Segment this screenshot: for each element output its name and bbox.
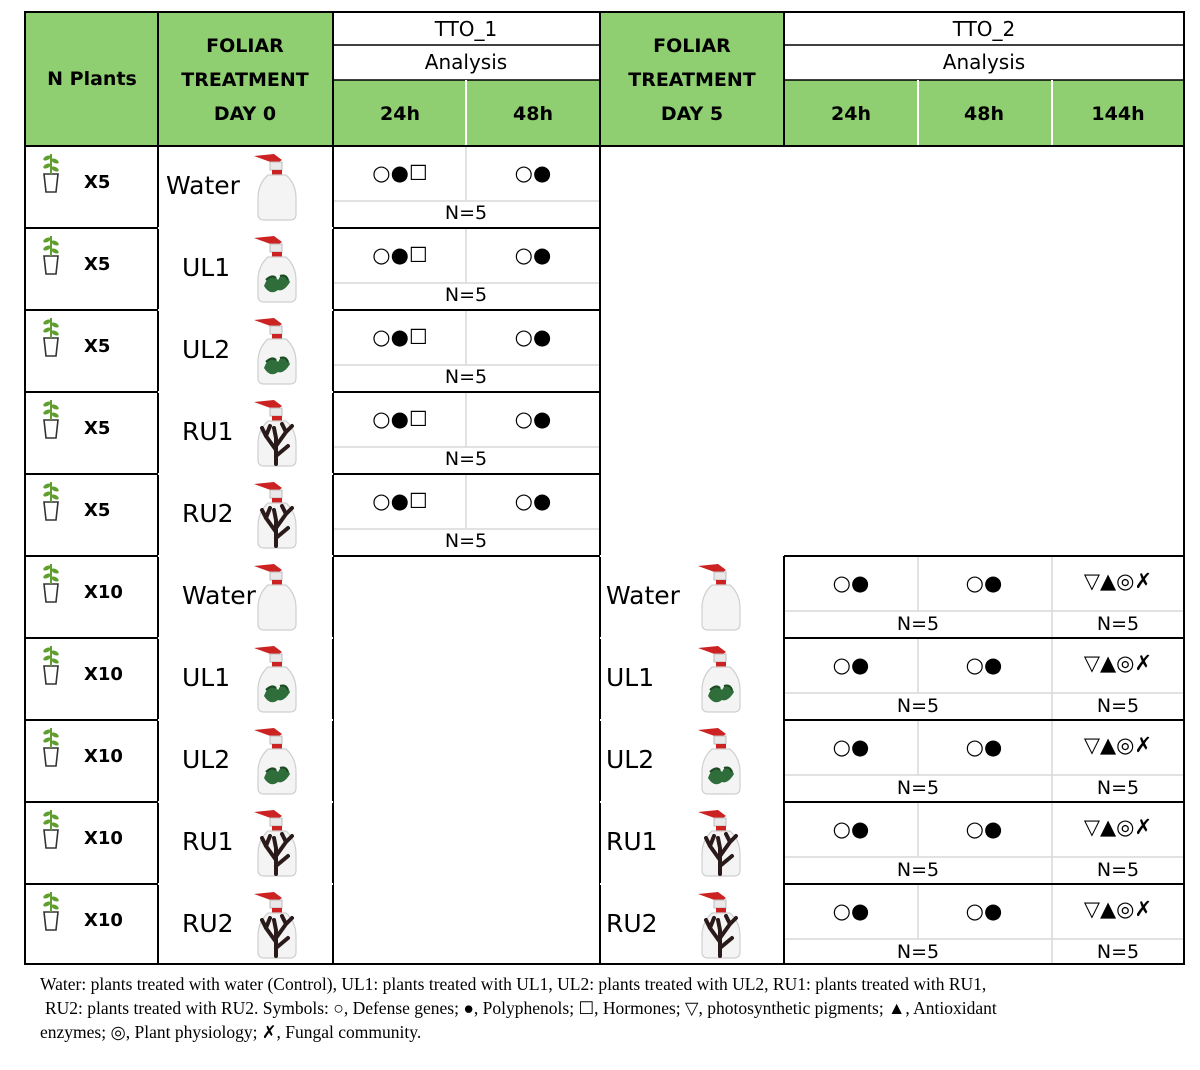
header-n-plants: N Plants bbox=[47, 68, 137, 90]
caption-line-3: enzymes; ◎, Plant physiology; ✗, Fungal community. bbox=[40, 1022, 422, 1042]
plant-count-1: X5 bbox=[84, 172, 111, 193]
treatment-label-day0-2: UL1 bbox=[182, 253, 231, 282]
spray-bottle-with-green-algae-icon bbox=[254, 236, 296, 302]
treatment-label-day0-7: UL1 bbox=[182, 663, 231, 692]
header-foliar-day0-line1: FOLIAR bbox=[206, 35, 284, 57]
treatment-label-day5-7: UL1 bbox=[606, 663, 655, 692]
tto2-sample-size-144h-9: N=5 bbox=[1096, 859, 1140, 881]
tto2-24h-symbols-7: ○● bbox=[832, 653, 870, 677]
spray-bottle-with-brown-algae-icon bbox=[698, 892, 740, 958]
potted-seedling-icon bbox=[43, 400, 60, 438]
treatment-label-day0-6: Water bbox=[182, 581, 256, 610]
tto2-sample-size-24-48h-8: N=5 bbox=[896, 777, 940, 799]
tto1-sample-size-1: N=5 bbox=[444, 202, 488, 224]
spray-bottle-with-brown-algae-icon bbox=[254, 400, 296, 466]
tto2-sample-size-144h-6: N=5 bbox=[1096, 613, 1140, 635]
tto1-24h-symbols-4: ○●☐ bbox=[372, 407, 428, 431]
potted-seedling-icon bbox=[43, 482, 60, 520]
tto1-sample-size-4: N=5 bbox=[444, 448, 488, 470]
tto2-48h-symbols-8: ○● bbox=[965, 735, 1003, 759]
tto2-sample-size-144h-8: N=5 bbox=[1096, 777, 1140, 799]
spray-bottle-with-green-algae-icon bbox=[254, 646, 296, 712]
tto2-144h-symbols-7: ▽▲◎✗ bbox=[1083, 651, 1153, 675]
tto2-144h-symbols-6: ▽▲◎✗ bbox=[1083, 569, 1153, 593]
plant-count-6: X10 bbox=[84, 582, 123, 603]
treatment-label-day0-5: RU2 bbox=[182, 499, 234, 528]
tto2-sample-size-24-48h-6: N=5 bbox=[896, 613, 940, 635]
tto2-sample-size-24-48h-9: N=5 bbox=[896, 859, 940, 881]
spray-bottle-icon bbox=[254, 564, 296, 630]
header-foliar-day0-line2: TREATMENT bbox=[181, 69, 309, 91]
header-foliar-day5-line2: TREATMENT bbox=[628, 69, 756, 91]
tto1-48h-symbols-5: ○● bbox=[514, 489, 552, 513]
tto2-144h-symbols-8: ▽▲◎✗ bbox=[1083, 733, 1153, 757]
header-tto2-48h: 48h bbox=[964, 103, 1004, 125]
treatment-label-day5-9: RU1 bbox=[606, 827, 658, 856]
potted-seedling-icon bbox=[43, 810, 60, 848]
tto1-48h-symbols-3: ○● bbox=[514, 325, 552, 349]
tto2-48h-symbols-7: ○● bbox=[965, 653, 1003, 677]
spray-bottle-with-green-algae-icon bbox=[698, 646, 740, 712]
header-tto1-24h: 24h bbox=[380, 103, 420, 125]
potted-seedling-icon bbox=[43, 564, 60, 602]
tto2-sample-size-24-48h-7: N=5 bbox=[896, 695, 940, 717]
spray-bottle-with-green-algae-icon bbox=[254, 728, 296, 794]
tto2-24h-symbols-9: ○● bbox=[832, 817, 870, 841]
potted-seedling-icon bbox=[43, 892, 60, 930]
tto1-48h-symbols-1: ○● bbox=[514, 161, 552, 185]
tto2-144h-symbols-9: ▽▲◎✗ bbox=[1083, 815, 1153, 839]
spray-bottle-icon bbox=[698, 564, 740, 630]
treatment-label-day5-8: UL2 bbox=[606, 745, 655, 774]
potted-seedling-icon bbox=[43, 646, 60, 684]
plant-count-5: X5 bbox=[84, 500, 111, 521]
tto1-24h-symbols-2: ○●☐ bbox=[372, 243, 428, 267]
plant-count-9: X10 bbox=[84, 828, 123, 849]
tto1-24h-symbols-5: ○●☐ bbox=[372, 489, 428, 513]
tto2-24h-symbols-6: ○● bbox=[832, 571, 870, 595]
spray-bottle-with-brown-algae-icon bbox=[698, 810, 740, 876]
treatment-label-day5-10: RU2 bbox=[606, 909, 658, 938]
treatment-label-day0-10: RU2 bbox=[182, 909, 234, 938]
header-foliar-day0-line3: DAY 0 bbox=[213, 103, 277, 125]
spray-bottle-with-green-algae-icon bbox=[254, 318, 296, 384]
tto1-sample-size-5: N=5 bbox=[444, 530, 488, 552]
header-tto1-48h: 48h bbox=[513, 103, 553, 125]
spray-bottle-with-brown-algae-icon bbox=[254, 892, 296, 958]
potted-seedling-icon bbox=[43, 728, 60, 766]
potted-seedling-icon bbox=[43, 318, 60, 356]
tto1-48h-symbols-4: ○● bbox=[514, 407, 552, 431]
treatment-label-day5-6: Water bbox=[606, 581, 680, 610]
tto2-sample-size-144h-10: N=5 bbox=[1096, 941, 1140, 963]
tto2-24h-symbols-10: ○● bbox=[832, 899, 870, 923]
potted-seedling-icon bbox=[43, 154, 60, 192]
tto1-24h-symbols-1: ○●☐ bbox=[372, 161, 428, 185]
tto2-sample-size-144h-7: N=5 bbox=[1096, 695, 1140, 717]
spray-bottle-with-green-algae-icon bbox=[698, 728, 740, 794]
tto2-144h-symbols-10: ▽▲◎✗ bbox=[1083, 897, 1153, 921]
plant-count-10: X10 bbox=[84, 910, 123, 931]
header-tto2-144h: 144h bbox=[1091, 103, 1145, 125]
plant-count-7: X10 bbox=[84, 664, 123, 685]
treatment-label-day0-8: UL2 bbox=[182, 745, 231, 774]
tto2-24h-symbols-8: ○● bbox=[832, 735, 870, 759]
plant-count-3: X5 bbox=[84, 336, 111, 357]
tto1-sample-size-3: N=5 bbox=[444, 366, 488, 388]
tto2-48h-symbols-6: ○● bbox=[965, 571, 1003, 595]
plant-count-2: X5 bbox=[84, 254, 111, 275]
tto2-48h-symbols-9: ○● bbox=[965, 817, 1003, 841]
plant-count-8: X10 bbox=[84, 746, 123, 767]
caption-line-1: Water: plants treated with water (Control), UL1: plants treated with UL1, UL2: plants treated with UL2, RU1: plants treated with RU1, bbox=[40, 974, 987, 994]
tto2-sample-size-24-48h-10: N=5 bbox=[896, 941, 940, 963]
table-border bbox=[25, 12, 1184, 964]
tto2-48h-symbols-10: ○● bbox=[965, 899, 1003, 923]
tto1-48h-symbols-2: ○● bbox=[514, 243, 552, 267]
potted-seedling-icon bbox=[43, 236, 60, 274]
spray-bottle-with-brown-algae-icon bbox=[254, 482, 296, 548]
treatment-label-day0-9: RU1 bbox=[182, 827, 234, 856]
treatment-label-day0-4: RU1 bbox=[182, 417, 234, 446]
header-tto2-24h: 24h bbox=[831, 103, 871, 125]
treatment-label-day0-3: UL2 bbox=[182, 335, 231, 364]
header-foliar-day5-line3: DAY 5 bbox=[660, 103, 724, 125]
header-tto1: TTO_1 bbox=[434, 17, 498, 41]
caption-line-2: RU2: plants treated with RU2. Symbols: ○, Defense genes; ●, Polyphenols; ☐, Hormones; ▽, photosynthetic pigments; ▲, Antioxidant bbox=[45, 998, 997, 1018]
figure-caption bbox=[40, 972, 1180, 1044]
header-tto2-analysis: Analysis bbox=[942, 50, 1026, 74]
header-tto2: TTO_2 bbox=[952, 17, 1016, 41]
tto1-24h-symbols-3: ○●☐ bbox=[372, 325, 428, 349]
header-tto1-analysis: Analysis bbox=[424, 50, 508, 74]
tto1-sample-size-2: N=5 bbox=[444, 284, 488, 306]
treatment-label-day0-1: Water bbox=[166, 171, 240, 200]
header-foliar-day5-line1: FOLIAR bbox=[653, 35, 731, 57]
spray-bottle-icon bbox=[254, 154, 296, 220]
plant-count-4: X5 bbox=[84, 418, 111, 439]
spray-bottle-with-brown-algae-icon bbox=[254, 810, 296, 876]
